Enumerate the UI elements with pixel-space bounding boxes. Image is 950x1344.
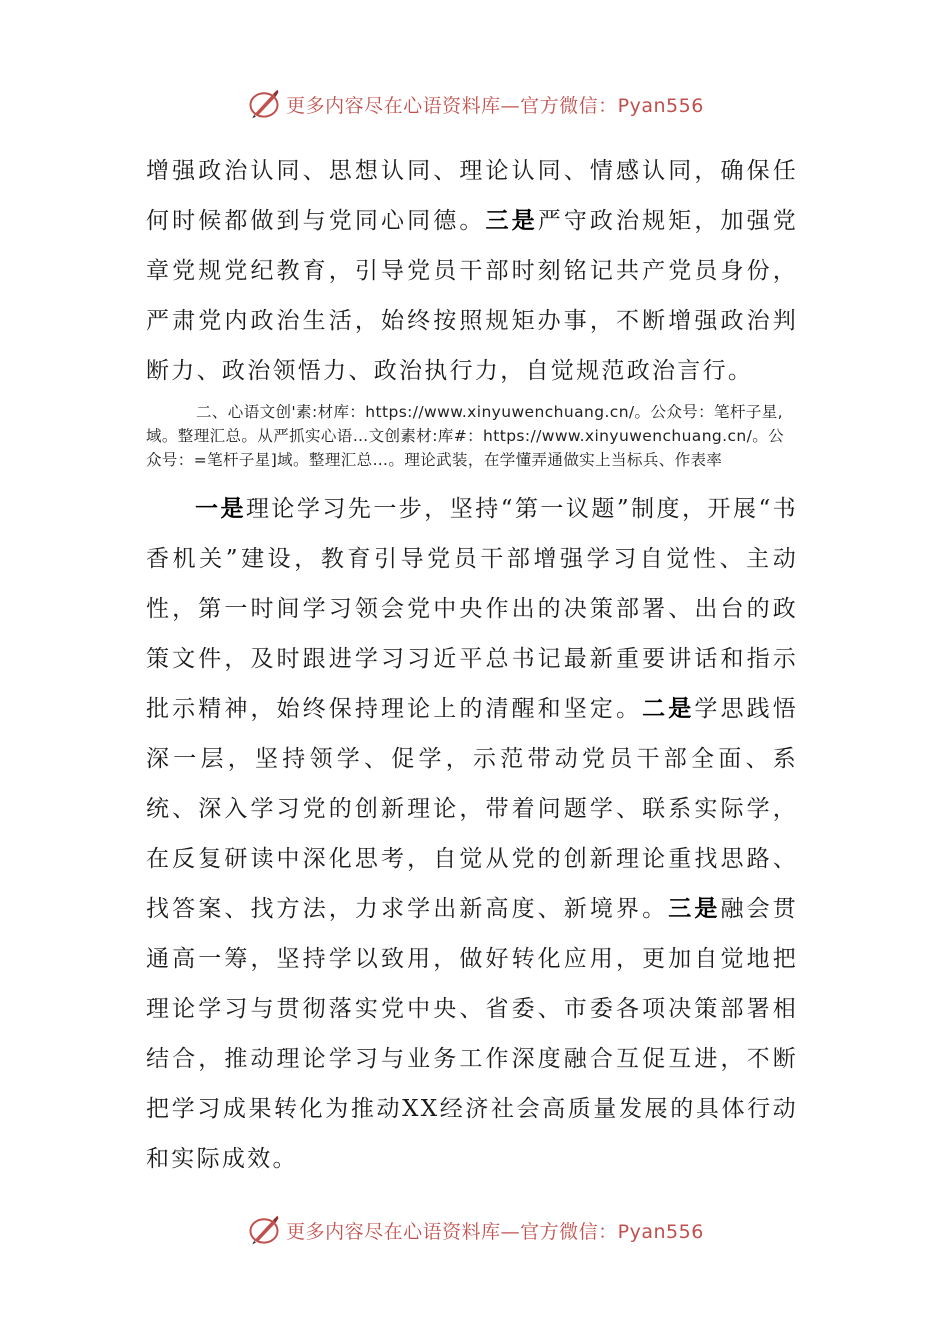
banner-text: 更多内容尽在心语资料库—官方微信：Pyan556 — [286, 94, 704, 117]
banner-text: 更多内容尽在心语资料库—官方微信：Pyan556 — [286, 1220, 704, 1243]
emphasis-san-shi-2: 三是 — [668, 895, 721, 922]
header-watermark-banner — [0, 84, 950, 124]
emphasis-yi-shi: 一是 — [195, 495, 246, 522]
paragraph-2: 一是理论学习先一步，坚持“第一议题”制度，开展“书香机关”建设，教育引导党员干部增强学习自觉性、主动性，第一时间学习领会党中央作出的决策部署、出台的政策文件，及时跟进学习习近平总书记最新重要讲话和指示批示精神，始终保持理论上的清醒和坚定。二是学思践悟深一层，坚持领学、促学，示范带动党员干部全面、系统、深入学习党的创新理论，带着问题学、联系实际学，在反复研读中深化思考，自觉从党的创新理论重找思路、找答案、找方法，力求学出新高度、新境界。三是融会贯通高一筹，坚持学以致用，做好转化应用，更加自觉地把理论学习与贯彻落实党中央、省委、市委各项决策部署相结合，推动理论学习与业务工作深度融合互促互进，不断把学习成果转化为推动XX经济社会高质量发展的具体行动和实际成效。 — [146, 495, 799, 1172]
wechat-id: Pyan556 — [617, 94, 704, 117]
section-heading: 二、心语文创'素:材库：https://www.xinyuwenchuang.cn/。公众号：笔杆子星,域。整理汇总。从严抓实心语…文创素材:库#：https://www.xinyuwenchuang.cn/。公众号：=笔杆子星]域。整理汇总…。理论武装，在学懂弄通做实上当标兵、作表率 — [146, 403, 785, 469]
wechat-id: Pyan556 — [617, 1220, 704, 1243]
emphasis-san-shi: 三是 — [485, 207, 538, 234]
footer-watermark-banner — [0, 1210, 950, 1250]
document-body — [146, 146, 798, 1184]
pen-feather-logo-icon — [246, 86, 282, 122]
emphasis-er-shi: 二是 — [642, 695, 695, 722]
pen-feather-logo-icon — [246, 1212, 282, 1248]
paragraph-1: 增强政治认同、思想认同、理论认同、情感认同，确保任何时候都做到与党同心同德。三是严守政治规矩，加强党章党规党纪教育，引导党员干部时刻铭记共产党员身份，严肃党内政治生活，始终按照规矩办事，不断增强政治判断力、政治领悟力、政治执行力，自觉规范政治言行。 — [146, 158, 799, 384]
